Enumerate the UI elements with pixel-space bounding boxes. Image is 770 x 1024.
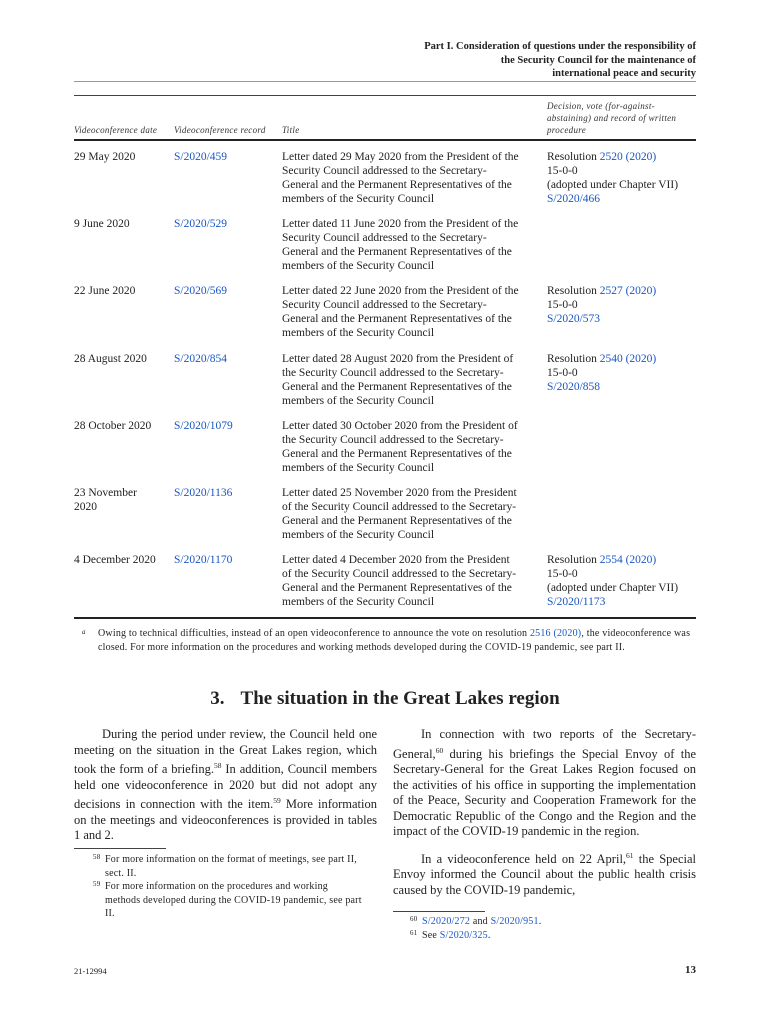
column-header-record: Videoconference record [174,125,266,135]
right-column [393,727,696,898]
column-header-decision-line: Decision, vote (for-against- [547,101,655,111]
column-header-decision [547,100,697,136]
decision-record-link[interactable]: S/2020/573 [547,313,601,325]
title-line: Letter dated 29 May 2020 from the President of the [282,151,519,163]
title-line: General and the Permanent Representatives of the [282,515,512,527]
decision-note: (adopted under Chapter VII) [547,179,679,191]
footnote-ref-58[interactable]: 58 [213,761,222,770]
date-cell [74,352,170,366]
column-header-title: Title [282,125,300,135]
section-title: The situation in the Great Lakes region [240,688,560,709]
title-line: Security Council addressed to the Secretary- [282,165,487,177]
record-link[interactable]: S/2020/529 [174,218,228,230]
title-line: members of the Security Council [282,193,435,205]
record-link[interactable]: S/2020/1079 [174,420,233,432]
title-line: Security Council addressed to the Secretary- [282,232,487,244]
table-footnote-post: , the videoconference was closed. For more information on the procedures and working methods developed during the COVID-19 pandemic, see part II. [98,628,691,653]
decision-record-link[interactable]: S/2020/466 [547,193,601,205]
footnote-58 [93,853,365,880]
resolution-label: Resolution [547,554,600,566]
title-line: the Security Council addressed to the Secretary- [282,367,504,379]
column-header-date: Videoconference date [74,125,158,135]
footnote-link[interactable]: S/2020/325 [439,930,488,941]
right-paragraph [393,727,696,840]
footnote-text: For more information on the procedures and working methods developed during the COVID-19 pandemic, see part II. [105,881,362,919]
title-line: members of the Security Council [282,462,435,474]
section-heading [0,688,770,710]
footnote-text [410,915,690,929]
title-cell [282,284,536,340]
date-cell [74,486,170,514]
footnote-end: . [487,930,491,941]
record-cell [174,150,278,164]
date-cell [74,150,170,164]
record-link[interactable]: S/2020/854 [174,353,228,365]
column-header-decision-line: procedure [547,125,587,135]
right-footnote-divider [393,911,485,912]
resolution-line [547,553,697,567]
document-number: 21-12994 [74,966,107,976]
record-cell [174,486,278,500]
footnote-mark: 58 [93,853,101,861]
section-number: 3. [210,688,225,709]
right-paragraph-text: In connection with two reports of the Secretary-General, [393,727,696,761]
record-link[interactable]: S/2020/1136 [174,487,233,499]
vote-result: 15-0-0 [547,165,578,177]
record-link[interactable]: S/2020/459 [174,151,228,163]
title-line: General and the Permanent Representatives of the [282,582,512,594]
running-header-line-1: Part I. Consideration of questions under the responsibility of [424,41,696,52]
resolution-line [547,352,697,366]
table-footnote-mark: a [82,628,86,636]
date-line: 29 May 2020 [74,151,136,163]
date-line: 9 June 2020 [74,218,130,230]
date-cell [74,284,170,298]
date-line: 2020 [74,501,97,513]
vote-result: 15-0-0 [547,299,578,311]
left-paragraph-text: During the period under review, the Council held one meeting on the situation in the Great Lakes region, which took the form of a briefing. [74,727,377,777]
right-paragraph-text: the Special Envoy informed the Council about the public health crisis caused by the COVID-19 pandemic, [393,851,696,897]
title-line: of the Security Council addressed to the Secretary- [282,501,517,513]
title-cell [282,352,536,408]
title-line: General and the Permanent Representatives of the [282,448,512,460]
left-paragraph [74,727,377,844]
title-line: members of the Security Council [282,395,435,407]
decision-record-link[interactable]: S/2020/858 [547,381,601,393]
right-paragraph-text: during his briefings the Special Envoy of the Secretary-General for the Great Lakes Region focused on the activities of his office in supporting the implementation of the Peace, Security and Cooperation Framework for the Democratic Republic of the Congo and the Region and the impact of the COVID-19 pandemic in the region. [393,746,696,839]
title-line: Letter dated 11 June 2020 from the President of the [282,218,519,230]
header-divider [74,81,696,82]
title-line: members of the Security Council [282,260,435,272]
title-line: Letter dated 25 November 2020 from the President [282,487,517,499]
footnote-link[interactable]: S/2020/951 [490,916,539,927]
resolution-link[interactable]: 2554 (2020) [599,554,657,566]
date-cell [74,217,170,231]
table-footnote-text [82,627,692,655]
title-line: Security Council addressed to the Secretary- [282,299,487,311]
decision-cell [547,150,697,206]
footnote-text: For more information on the format of meetings, see part II, sect. II. [105,854,357,879]
resolution-link[interactable]: 2527 (2020) [599,285,657,297]
title-line: General and the Permanent Representatives of the [282,313,512,325]
title-line: the Security Council addressed to the Secretary- [282,434,504,446]
footnote-mark: 59 [93,880,101,888]
record-cell [174,553,278,567]
title-cell [282,486,536,542]
date-line: 4 December 2020 [74,554,156,566]
resolution-link[interactable]: 2520 (2020) [599,151,657,163]
table-footnote [82,627,692,655]
date-line: 23 November [74,487,137,499]
title-line: members of the Security Council [282,327,435,339]
title-line: Letter dated 22 June 2020 from the President of the [282,285,519,297]
record-cell [174,284,278,298]
table-header-divider [74,139,696,141]
footnote-pre: See [422,930,440,941]
footnote-ref-59[interactable]: 59 [273,796,281,806]
footnote-conj: and [470,916,491,927]
title-line: General and the Permanent Representatives of the [282,381,512,393]
footnote-text [410,929,690,943]
table-footnote-link[interactable]: 2516 (2020) [529,628,582,639]
left-paragraph-text: More information on the meetings and videoconferences is provided in tables 1 and 2. [74,797,377,843]
footnote-link[interactable]: S/2020/272 [422,916,471,927]
title-line: Letter dated 4 December 2020 from the President [282,554,510,566]
footnote-61 [410,929,690,943]
resolution-line [547,150,697,164]
vote-result: 15-0-0 [547,568,578,580]
title-line: General and the Permanent Representatives of the [282,179,512,191]
title-cell [282,419,536,475]
right-paragraph [393,848,696,899]
left-paragraph-text: In addition, Council members held one videoconference in 2020 but did not adopt any decisions in connection with the item. [74,762,378,812]
title-cell [282,217,536,273]
record-cell [174,217,278,231]
title-line: members of the Security Council [282,529,435,541]
footnote-59 [93,880,365,921]
page-number: 13 [685,964,696,976]
title-cell [282,553,536,609]
record-cell [174,419,278,433]
title-line: Letter dated 30 October 2020 from the President of [282,420,518,432]
decision-cell [547,553,697,609]
footnote-mark: 61 [410,929,418,937]
resolution-label: Resolution [547,353,600,365]
running-header [366,40,696,81]
column-header-decision-line: abstaining) and record of written [547,113,677,123]
resolution-label: Resolution [547,285,600,297]
title-cell [282,150,536,206]
title-line: General and the Permanent Representatives of the [282,246,512,258]
date-cell [74,419,170,433]
date-cell [74,553,170,567]
footnote-ref-61[interactable]: 61 [626,850,634,860]
record-link[interactable]: S/2020/1170 [174,554,233,566]
title-line: of the Security Council addressed to the Secretary- [282,568,517,580]
resolution-line [547,284,697,298]
vote-result: 15-0-0 [547,367,578,379]
running-header-line-2: the Security Council for the maintenance of [500,54,696,66]
decision-note: (adopted under Chapter VII) [547,582,679,594]
running-header-line-3: international peace and security [552,68,696,79]
title-line: Letter dated 28 August 2020 from the President of [282,353,514,365]
decision-record-link[interactable]: S/2020/1173 [547,596,606,608]
date-line: 28 August 2020 [74,353,147,365]
left-footnote-divider [74,848,166,849]
right-paragraph-text: In a videoconference held on 22 April, [421,851,627,866]
title-line: members of the Security Council [282,596,435,608]
record-cell [174,352,278,366]
table-bottom-divider [74,617,696,619]
resolution-label: Resolution [547,151,600,163]
decision-cell [547,284,697,326]
footnote-mark: 60 [410,915,418,923]
date-line: 28 October 2020 [74,420,152,432]
left-column [74,727,377,844]
record-link[interactable]: S/2020/569 [174,285,228,297]
table-top-divider [74,95,696,96]
decision-cell [547,352,697,394]
footnote-end: . [538,916,542,927]
footnote-60 [410,915,690,929]
date-line: 22 June 2020 [74,285,136,297]
resolution-link[interactable]: 2540 (2020) [599,353,657,365]
footnote-ref-60[interactable]: 60 [435,745,444,755]
table-footnote-pre: Owing to technical difficulties, instead of an open videoconference to announce the vote on resolution [98,628,530,639]
